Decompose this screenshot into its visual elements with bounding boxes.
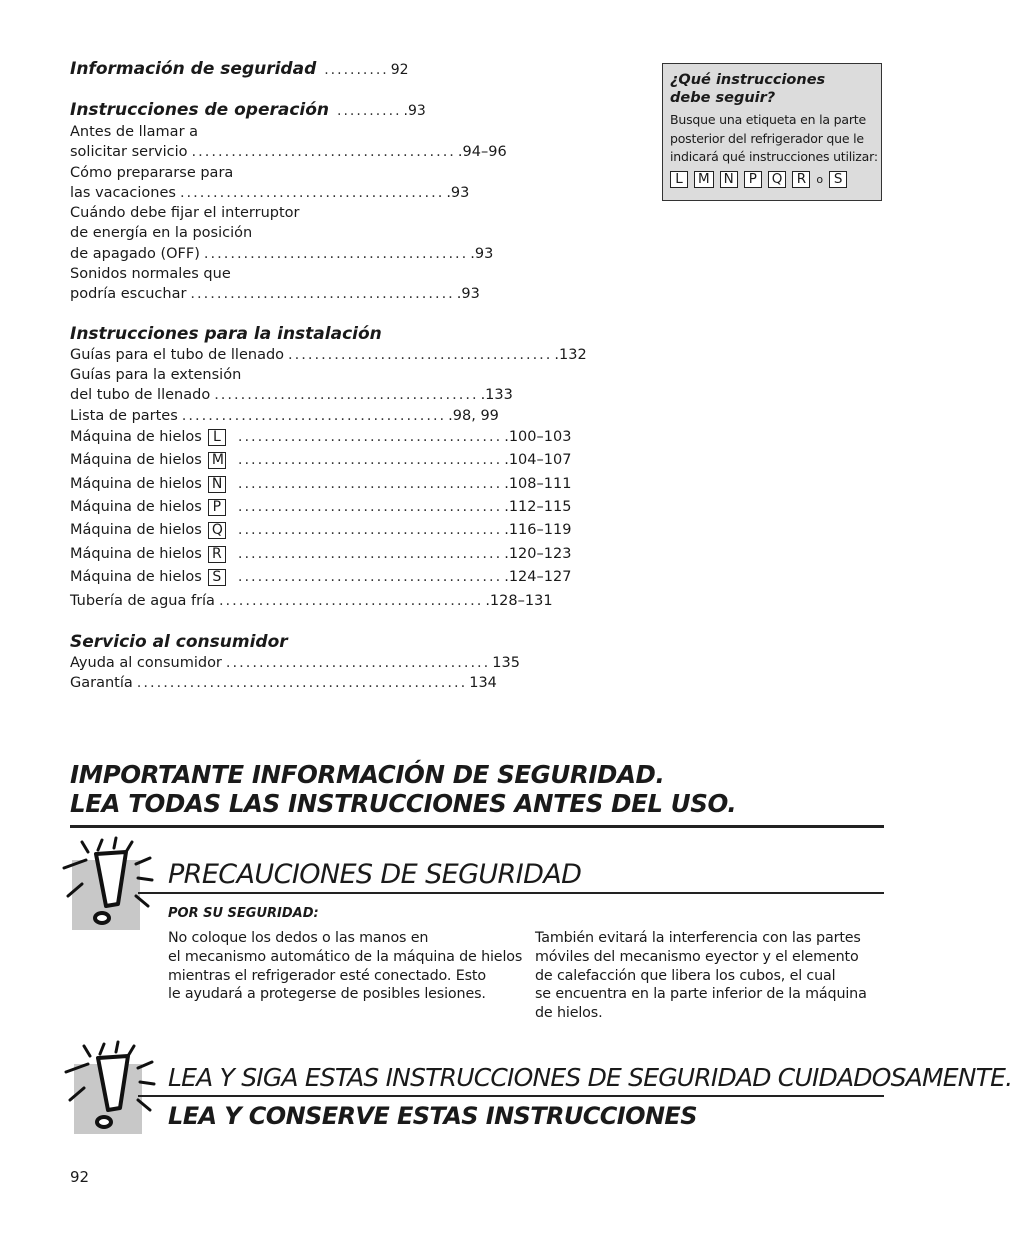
- toc-entry-label: podría escuchar: [70, 286, 187, 303]
- model-letter-box: L: [208, 429, 226, 446]
- sidebox-text-line: indicará qué instrucciones utilizar:: [670, 149, 878, 164]
- leader-dots: ........................................: [225, 655, 491, 672]
- toc-entry[interactable]: [70, 183, 470, 203]
- toc-page: 134: [469, 675, 497, 692]
- toc-page: .128–131: [485, 592, 553, 609]
- model-letter-box: Q: [768, 171, 787, 188]
- toc-entry-line: Antes de llamar a: [70, 124, 199, 140]
- toc-page: .112–115: [504, 499, 572, 516]
- leader-dots: ........................................: [191, 144, 456, 161]
- toc-entry-label: del tubo de llenado: [70, 387, 211, 404]
- toc-entry[interactable]: [70, 653, 520, 673]
- model-letter-box: R: [208, 546, 226, 563]
- sidebox-text: [670, 111, 878, 167]
- toc-heading-label: Instrucciones para la instalación: [70, 323, 382, 344]
- toc-entry-ice-maker[interactable]: [70, 543, 572, 566]
- model-letter-box: M: [208, 452, 226, 469]
- sidebox-question-line: debe seguir?: [670, 90, 776, 106]
- toc-section-servicio[interactable]: [70, 631, 380, 653]
- toc-entry-label: Máquina de hielos: [70, 569, 202, 586]
- toc-heading-label: Servicio al consumidor: [70, 632, 288, 653]
- toc-entry-label: Máquina de hielos: [70, 452, 202, 469]
- toc-entry-line: Sonidos normales que: [70, 266, 231, 283]
- leader-dots: ........................................: [203, 245, 469, 262]
- model-letter-box: L: [670, 171, 688, 188]
- toc-entry-label: Máquina de hielos: [70, 428, 202, 445]
- toc-entry-label: Máquina de hielos: [70, 522, 202, 539]
- toc-entry-line: de energía en la posición: [70, 225, 253, 242]
- table-of-contents: [70, 58, 587, 694]
- toc-entry[interactable]: [70, 142, 507, 162]
- toc-entry-label: Tubería de agua fría: [70, 592, 215, 609]
- leader-dots: ..................................................: [136, 675, 468, 692]
- toc-page: 135: [492, 655, 520, 672]
- toc-section-operacion[interactable]: [70, 99, 426, 122]
- model-letter-box: P: [744, 171, 762, 188]
- toc-entry[interactable]: [70, 673, 497, 693]
- precautions-column-1: No coloque los dedos o las manos en el mecanismo automático de la máquina de hielos mientras el refrigerador esté conectado. Esto le ayudará a protegerse de posibles lesiones.: [168, 930, 523, 1003]
- toc-entry-label: Garantía: [70, 675, 133, 692]
- toc-page: .116–119: [504, 522, 572, 539]
- sidebox-question: [670, 71, 875, 107]
- toc-section-seguridad[interactable]: [70, 58, 409, 81]
- toc-page: .120–123: [504, 545, 572, 562]
- toc-entry-label: solicitar servicio: [70, 144, 188, 161]
- for-your-safety-label: POR SU SEGURIDAD:: [168, 906, 319, 921]
- leader-dots: ........................................: [237, 569, 503, 586]
- leader-dots: ........................................: [237, 499, 503, 516]
- toc-page: .93: [470, 245, 494, 262]
- toc-heading-label: Información de seguridad: [70, 59, 317, 79]
- toc-entry-ice-maker[interactable]: [70, 496, 572, 519]
- sidebox-text-line: posterior del refrigerador que le: [670, 130, 864, 146]
- divider: [138, 892, 884, 894]
- toc-page: .132: [554, 346, 587, 363]
- leader-dots: ........................................: [214, 387, 479, 404]
- toc-entry[interactable]: [70, 284, 480, 304]
- toc-heading-label: Instrucciones de operación: [70, 100, 330, 120]
- toc-entry-line: Guías para la extensión: [70, 366, 242, 383]
- leader-dots: ........................................: [218, 592, 484, 609]
- sidebox-question-line: ¿Qué instrucciones: [670, 72, 826, 88]
- which-instructions-box: [662, 63, 882, 201]
- toc-entry[interactable]: [70, 406, 499, 426]
- toc-page: .124–127: [504, 569, 572, 586]
- toc-entry-label: Lista de partes: [70, 407, 178, 424]
- toc-entry-label: Máquina de hielos: [70, 545, 202, 562]
- toc-entry-label: Ayuda al consumidor: [70, 655, 222, 672]
- leader-dots: ..........: [324, 62, 389, 78]
- leader-dots: ........................................: [237, 475, 503, 492]
- precautions-column-2: También evitará la interferencia con las partes móviles del mecanismo eyector y el elemento de calefacción que libera los cubos, el cual se encuentra en la parte inferior de la máquina de hielos.: [535, 930, 867, 1022]
- leader-dots: ........................................: [181, 407, 447, 424]
- toc-entry-ice-maker[interactable]: [70, 473, 572, 496]
- toc-entry[interactable]: [70, 385, 513, 405]
- toc-entry[interactable]: [70, 590, 553, 613]
- model-letter-box: S: [208, 569, 226, 586]
- model-letter-box: R: [792, 171, 810, 188]
- toc-entry[interactable]: [70, 345, 587, 365]
- safety-main-heading: [70, 760, 884, 818]
- page-number: 92: [70, 1168, 90, 1186]
- model-letter-box: S: [829, 171, 847, 188]
- toc-page: .100–103: [504, 428, 572, 445]
- heading-line: IMPORTANTE INFORMACIÓN DE SEGURIDAD.: [70, 760, 665, 789]
- leader-dots: ........................................: [237, 428, 503, 445]
- toc-page: .93: [403, 103, 426, 119]
- toc-entry-line: Cómo prepararse para: [70, 164, 234, 181]
- model-letters: [670, 171, 875, 188]
- toc-entry-label: Máquina de hielos: [70, 499, 202, 516]
- toc-section-instalacion[interactable]: [70, 323, 380, 345]
- toc-page: .94–96: [457, 144, 507, 161]
- sidebox-text-line: Busque una etiqueta en la parte: [670, 112, 866, 127]
- leader-dots: ........................................: [237, 522, 503, 539]
- save-instructions-heading: LEA Y CONSERVE ESTAS INSTRUCCIONES: [168, 1102, 697, 1130]
- model-letter-box: N: [208, 476, 226, 493]
- toc-page: .108–111: [504, 475, 572, 492]
- divider: [138, 1095, 884, 1097]
- leader-dots: ........................................: [237, 452, 503, 469]
- toc-entry-ice-maker[interactable]: [70, 449, 572, 472]
- heading-line: LEA TODAS LAS INSTRUCCIONES ANTES DEL USO.: [70, 789, 737, 818]
- toc-page: .133: [480, 387, 513, 404]
- leader-dots: ........................................: [179, 184, 445, 201]
- or-word: o: [816, 172, 824, 186]
- model-letter-box: N: [720, 171, 738, 188]
- toc-entry-ice-maker[interactable]: [70, 519, 572, 542]
- toc-page: 92: [390, 62, 409, 78]
- warning-exclamation-icon: [62, 838, 154, 930]
- warning-exclamation-icon: [64, 1042, 156, 1134]
- model-letter-box: M: [694, 171, 714, 188]
- leader-dots: ........................................: [237, 545, 503, 562]
- toc-page: .98, 99: [448, 407, 499, 424]
- leader-dots: ..........: [337, 103, 402, 119]
- toc-page: .93: [446, 184, 470, 201]
- leader-dots: ........................................: [190, 286, 455, 303]
- toc-entry[interactable]: [70, 244, 494, 264]
- leader-dots: ........................................: [288, 346, 553, 363]
- toc-entry-ice-maker[interactable]: [70, 426, 572, 449]
- read-follow-heading: LEA Y SIGA ESTAS INSTRUCCIONES DE SEGURIDAD CUIDADOSAMENTE.: [168, 1063, 1012, 1092]
- model-letter-box: P: [208, 499, 226, 516]
- toc-entry-line: Cuándo debe fijar el interruptor: [70, 205, 300, 222]
- toc-entry-label: Guías para el tubo de llenado: [70, 346, 285, 363]
- toc-entry-label: las vacaciones: [70, 184, 176, 201]
- toc-entry-label: de apagado (OFF): [70, 245, 200, 262]
- toc-entry-label: Máquina de hielos: [70, 475, 202, 492]
- toc-page: .104–107: [504, 452, 572, 469]
- precautions-title: PRECAUCIONES DE SEGURIDAD: [168, 859, 582, 890]
- toc-page: .93: [456, 286, 480, 303]
- toc-entry-ice-maker[interactable]: [70, 566, 572, 589]
- model-letter-box: Q: [208, 522, 226, 539]
- divider: [70, 825, 884, 828]
